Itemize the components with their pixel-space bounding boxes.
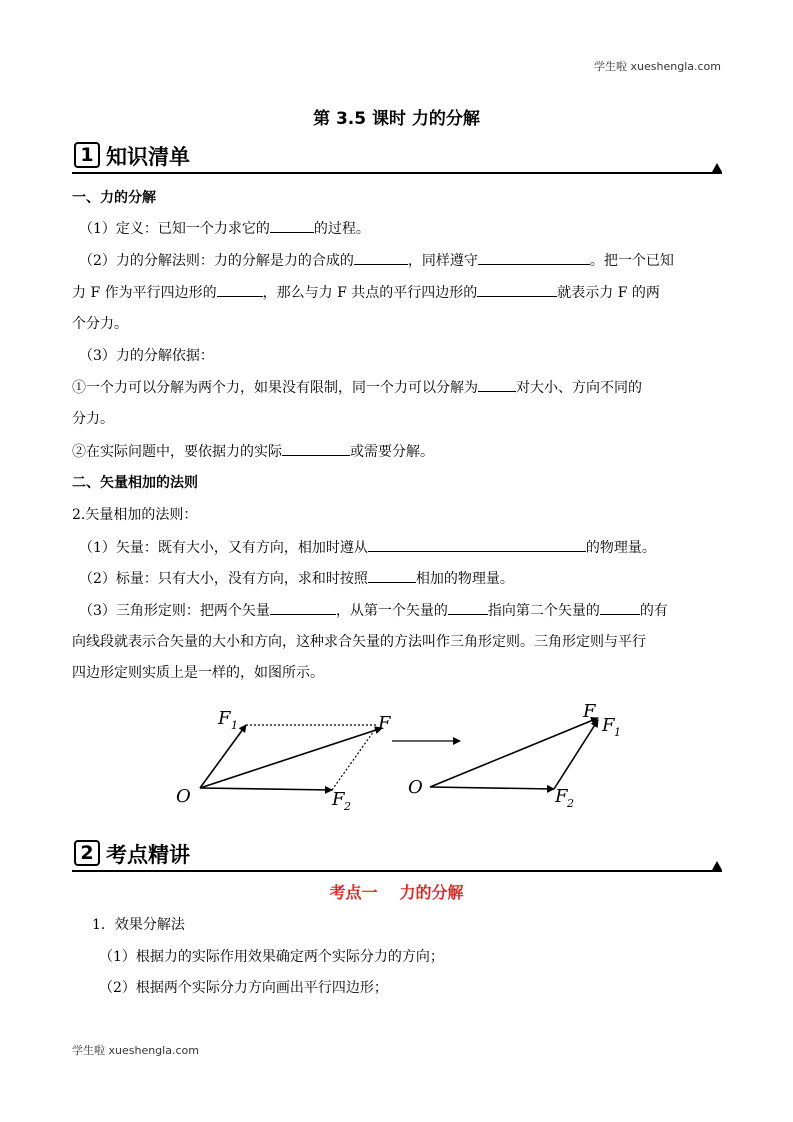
label-f1: F (218, 708, 231, 729)
fill-blank (600, 600, 640, 615)
label-f2: F (555, 786, 568, 807)
fill-blank (354, 250, 408, 265)
fill-blank (478, 377, 516, 392)
label-f1-sub: 1 (231, 719, 238, 732)
fill-blank (282, 441, 350, 456)
text-line: 向线段就表示合矢量的大小和方向，这种求合矢量的方法叫作三角形定则。三角形定则与平行 (72, 634, 646, 650)
label-o: O (176, 786, 191, 807)
section-label: 知识清单 (106, 145, 190, 169)
footer-watermark: 学生啦 xueshengla.com (72, 1044, 199, 1057)
heading-vector-addition: 二、矢量相加的法则 (72, 475, 198, 491)
vector-f-arrow (200, 728, 382, 788)
section-number-badge: 1 (74, 142, 100, 168)
vector-addition-diagram (160, 695, 620, 815)
fill-blank (478, 250, 590, 265)
header-watermark: 学生啦 xueshengla.com (594, 60, 721, 73)
page-title: 第 3.5 课时 力的分解 (313, 109, 480, 129)
text-line: （2）标量：只有大小，没有方向，求和时按照 相加的物理量。 (79, 568, 729, 589)
vector-f2-arrow (200, 788, 332, 790)
section-header-knowledge (72, 140, 722, 174)
vector-f1-arrow (200, 725, 246, 788)
label-f2: F (332, 789, 345, 810)
text-line: 2.矢量相加的法则： (72, 507, 198, 523)
label-f: F (583, 701, 596, 722)
fill-blank (477, 282, 557, 297)
fill-blank (368, 568, 416, 583)
text-line: （3）力的分解依据： (79, 348, 214, 364)
text-line: （2）力的分解法则：力的分解是力的合成的 ，同样遵守 。把一个已知 (79, 250, 729, 271)
text-line: 1．效果分解法 (92, 917, 185, 933)
section-rule (72, 870, 722, 872)
fill-blank (270, 218, 314, 233)
triangle-figure (408, 701, 621, 810)
label-f2-sub: 2 (344, 800, 351, 813)
text-line: （1）根据力的实际作用效果确定两个实际分力的方向； (99, 949, 444, 965)
text-line: （1）矢量：既有大小，又有方向，相加时遵从 的物理量。 (79, 537, 729, 558)
section-number-badge: 2 (74, 840, 100, 866)
text-line: 个分力。 (72, 316, 128, 332)
text-line: 四边形定则实质上是一样的，如图所示。 (72, 665, 324, 681)
label-f2-sub: 2 (567, 797, 574, 810)
text-line: 力 F 作为平行四边形的 ，那么与力 F 共点的平行四边形的 就表示力 F 的两 (72, 282, 722, 303)
label-f: F (378, 713, 391, 734)
text-line: ①一个力可以分解为两个力，如果没有限制，同一个力可以分解为 对大小、方向不同的 (72, 377, 722, 398)
label-f1: F (602, 715, 615, 736)
label-o: O (408, 777, 423, 798)
text-line: （2）根据两个实际分力方向画出平行四边形； (99, 980, 388, 996)
key-point-title: 考点一 力的分解 (329, 883, 464, 902)
parallelogram-figure (176, 708, 392, 813)
text-line: 分力。 (72, 411, 114, 427)
heading-force-decomposition: 一、力的分解 (72, 190, 156, 206)
triangle-marker-icon (712, 163, 722, 172)
triangle-marker-icon (712, 861, 722, 870)
vector-f-arrow (430, 718, 598, 787)
section-label: 考点精讲 (106, 843, 190, 867)
section-rule (72, 172, 722, 174)
fill-blank (270, 600, 336, 615)
fill-blank (448, 600, 488, 615)
text-line: ②在实际问题中，要依据力的实际 或需要分解。 (72, 441, 722, 462)
label-f1-sub: 1 (614, 726, 621, 739)
vector-f1-arrow (554, 720, 598, 789)
section-header-key-points (72, 838, 722, 872)
text-line: （3）三角形定则：把两个矢量 ，从第一个矢量的 指向第二个矢量的 的有 (79, 600, 729, 621)
fill-blank (217, 282, 263, 297)
fill-blank (368, 537, 586, 552)
text-line: （1）定义：已知一个力求它的 的过程。 (79, 218, 729, 239)
vector-f2-arrow (430, 787, 554, 789)
